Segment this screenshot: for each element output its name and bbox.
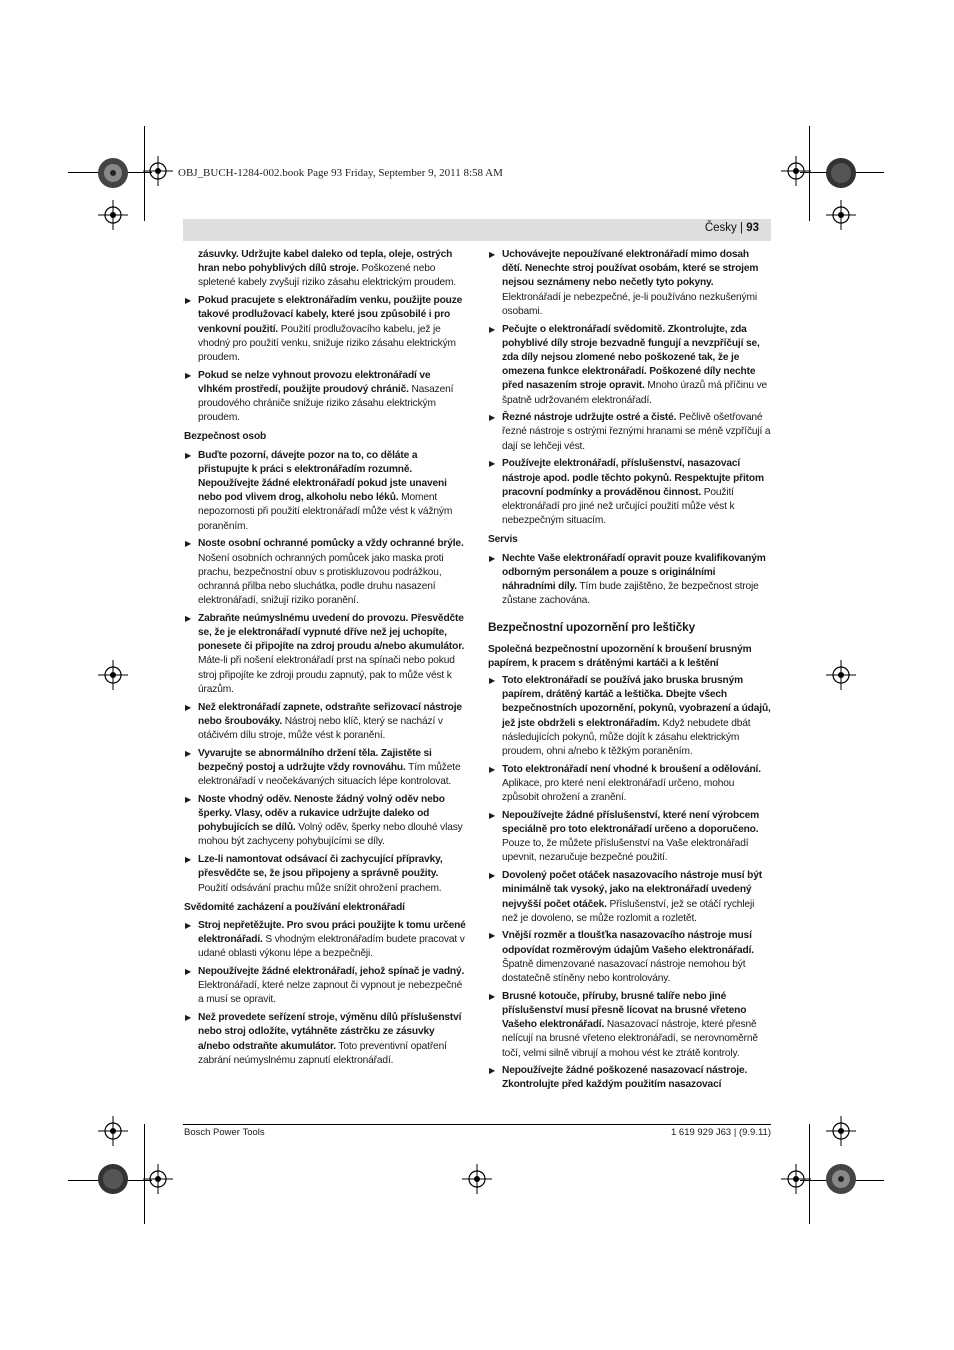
- bullet-arrow-icon: ▶: [185, 539, 192, 549]
- item-bold: Vyvarujte se abnormálního držení těla. Zajistěte si bezpečný postoj a udržujte vždy rovnováhu.: [198, 747, 432, 773]
- list-item: [184, 793, 467, 850]
- bullet-arrow-icon: ▶: [489, 1066, 496, 1076]
- item-bold: Noste vhodný oděv. Nenoste žádný volný oděv nebo šperky. Vlasy, oděv a rukavice udržujte daleko od pohybujících se dílů.: [198, 793, 445, 834]
- bullet-arrow-icon: ▶: [489, 324, 496, 334]
- crosshair-icon: [781, 156, 811, 186]
- item-bold: Buďte pozorní, dávejte pozor na to, co děláte a přistupujte k práci s elektronářadím rozumně. Nepoužívejte žádné elektronářadí pokud jste unaveni nebo pod vlivem drog, alkoholu nebo léků.: [198, 449, 447, 504]
- list-group: [184, 294, 467, 425]
- list-item: [488, 809, 771, 866]
- item-text: Poškozené nebo spletené kabely zvyšují riziko zásahu elektrickým proudem.: [198, 263, 456, 289]
- list-group: [488, 248, 771, 528]
- item-bold: Než elektronářadí zapnete, odstraňte seřizovací nástroje nebo šroubováky.: [198, 701, 462, 727]
- bullet-arrow-icon: ▶: [489, 871, 496, 881]
- item-text: S vhodným elektronářadím budete pracovat v udané oblasti výkonu lépe a bezpečněji.: [198, 934, 465, 960]
- item-text: Mnoho úrazů má příčinu ve špatně udržovaném elektronářadí.: [502, 380, 768, 406]
- header-language: Česky: [704, 222, 737, 234]
- left-column: [184, 248, 467, 1071]
- registration-starburst-icon: [96, 156, 130, 190]
- item-bold: Vnější rozměr a tloušťka nasazovacího nástroje musí odpovídat rozměrovým údajům Vašeho elektronářadí.: [502, 930, 754, 956]
- item-bold: Dovolený počet otáček nasazovacího nástroje musí být minimálně tak vysoký, jako na elektronářadí uvedený nejvyšší počet otáček.: [502, 870, 762, 910]
- item-bold: Nechte Vaše elektronářadí opravit pouze kvalifikovaným odborným personálem a pouze s originálními náhradními díly.: [502, 552, 766, 592]
- item-bold: Nepoužívejte žádné příslušenství, které není výrobcem speciálně pro toto elektronářadí určeno a doporučeno.: [502, 809, 760, 836]
- bullet-arrow-icon: ▶: [185, 967, 192, 977]
- list-item: [184, 449, 467, 534]
- item-text: Špatně dimenzované nasazovací nástroje nemohou být dostatečně stíněny nebo kontrolovány.: [502, 958, 746, 985]
- crosshair-icon: [826, 660, 856, 690]
- list-item: [488, 674, 771, 759]
- section-title: Bezpečnostní upozornění pro leštičky: [488, 620, 695, 635]
- item-text: Pouze to, že můžete příslušenství na Vaše elektronářadí upevnit, nezaručuje bezpečné použití.: [502, 838, 749, 864]
- item-text: Když nebudete dbát následujících pokynů, může dojít k zásahu elektrickým proudem, ohni a/nebo k těžkým poraněním.: [502, 717, 751, 757]
- bullet-arrow-icon: ▶: [185, 450, 192, 460]
- item-bold: Uchovávejte nepoužívané elektronářadí mimo dosah dětí. Nenechte stroj používat osobám, které se strojem nejsou seznámeny nebo nečetly tyto pokyny.: [502, 249, 759, 289]
- footer-brand: Bosch Power Tools: [184, 1127, 265, 1138]
- list-item: [488, 763, 771, 806]
- item-bold: Toto elektronářadí se používá jako bruska brusným papírem, drátěný kartáč a leštička. Dbejte všech bezpečnostních upozornění, pokynů, vyobrazení a údajů, jež jste obdrželi s elektronářadím.: [502, 674, 771, 729]
- list-item: [488, 457, 771, 528]
- crosshair-icon: [98, 200, 128, 230]
- bullet-arrow-icon: ▶: [489, 250, 496, 259]
- crosshair-icon: [98, 1116, 128, 1146]
- item-bold: Pokud pracujete s elektronářadím venku, použijte pouze takové prodlužovací kabely, které jsou způsobilé i pro venkovní použití.: [198, 295, 463, 335]
- header-separator: |: [740, 222, 743, 234]
- bullet-arrow-icon: ▶: [185, 296, 192, 306]
- registration-disc-icon: [96, 1162, 130, 1196]
- bullet-arrow-icon: ▶: [489, 764, 496, 774]
- item-text: Elektronářadí je nebezpečné, je-li používáno nezkušenými osobami.: [502, 291, 757, 317]
- item-bold: Než provedete seřízení stroje, výměnu dílů příslušenství nebo stroj odložíte, vytáhněte zástrčku ze zásuvky a/nebo odstraňte akumulátor.: [198, 1012, 462, 1052]
- right-column: [488, 248, 771, 1096]
- item-text: Použití odsávání prachu může snížit ohrožení prachem.: [198, 882, 442, 894]
- list-item: [488, 990, 771, 1061]
- crosshair-icon: [143, 156, 173, 186]
- list-item: [184, 919, 467, 962]
- list-group: [488, 674, 771, 1093]
- item-text: Aplikace, pro které není elektronářadí určeno, mohou způsobit ohrožení a zranění.: [502, 777, 735, 804]
- list-item: [184, 965, 467, 1008]
- list-group: [184, 449, 467, 896]
- list-item: [184, 612, 467, 697]
- crosshair-icon: [826, 200, 856, 230]
- crosshair-icon: [462, 1164, 492, 1194]
- item-text: Použití prodlužovacího kabelu, jež je vhodný pro použití venku, snižuje riziko zásahu elektrickým proudem.: [198, 323, 456, 363]
- item-text: Pečlivě ošetřované řezné nástroje s ostrými řeznými hranami se méně vzpříčují a dají se lehčeji vést.: [502, 412, 771, 452]
- item-text: Volný oděv, šperky nebo dlouhé vlasy mohou být zachyceny pohybujícími se díly.: [198, 822, 463, 848]
- bullet-arrow-icon: ▶: [185, 613, 192, 623]
- list-item: [184, 294, 467, 365]
- bullet-arrow-icon: ▶: [489, 991, 496, 1001]
- item-bold: Lze-li namontovat odsávací či zachycující přípravky, přesvědčte se, že jsou připojeny a správně použity.: [198, 854, 443, 880]
- list-item: [488, 248, 771, 319]
- list-item-continued: [184, 248, 467, 291]
- bullet-arrow-icon: ▶: [185, 702, 192, 712]
- bullet-arrow-icon: ▶: [185, 794, 192, 804]
- registration-disc-icon: [824, 156, 858, 190]
- item-text: Moment nepozornosti při použití elektronářadí může vést k vážným poraněním.: [198, 492, 453, 532]
- item-text: Nasazení proudového chrániče snižuje riziko zásahu elektrickým proudem.: [198, 383, 454, 424]
- bullet-arrow-icon: ▶: [489, 459, 496, 469]
- list-item: [184, 369, 467, 426]
- footer-doc-number: 1 619 929 J63 | (9.9.11): [670, 1127, 771, 1138]
- item-bold: Toto elektronářadí není vhodné k broušení a odělování.: [502, 763, 761, 775]
- bullet-arrow-icon: ▶: [185, 370, 192, 380]
- bullet-arrow-icon: ▶: [185, 748, 192, 758]
- subheading: Svědomité zacházení a používání elektronářadí: [184, 901, 405, 913]
- list-item: [184, 747, 467, 790]
- bullet-arrow-icon: ▶: [185, 1013, 192, 1023]
- crosshair-icon: [826, 1116, 856, 1146]
- list-item: [184, 853, 467, 896]
- item-bold: Stroj nepřetěžujte. Pro svou práci použijte k tomu určené elektronářadí.: [198, 919, 466, 946]
- subheading: Bezpečnost osob: [184, 431, 267, 443]
- file-info-bar: OBJ_BUCH-1284-002.book Page 93 Friday, September 9, 2011 8:58 AM: [178, 167, 503, 179]
- list-item: [184, 537, 467, 608]
- item-text: Nošení osobních ochranných pomůcek jako maska proti prachu, bezpečnostní obuv s protiskluzovou podrážkou, ochranná přilba nebo sluchátka, podle druhu nasazení elektronářadí, snižují riziko poranění.: [198, 552, 444, 607]
- list-item: [488, 323, 771, 408]
- item-text: Použití elektronářadí pro jiné než určující použití může vést k nebezpečným situacím.: [502, 486, 735, 527]
- bullet-arrow-icon: ▶: [489, 553, 496, 563]
- header-text: [705, 222, 759, 234]
- item-text: Máte-li při nošení elektronářadí prst na spínači nebo pokud stroj připojíte ke zdroji proudu zapnutý, pak to může vést k úrazům.: [198, 655, 455, 695]
- footer-rule: [183, 1124, 771, 1125]
- list-group: [184, 919, 467, 1068]
- list-item: [488, 929, 771, 986]
- bullet-arrow-icon: ▶: [489, 931, 496, 941]
- crosshair-icon: [781, 1164, 811, 1194]
- bullet-arrow-icon: ▶: [489, 810, 496, 820]
- bullet-arrow-icon: ▶: [489, 675, 496, 685]
- crosshair-icon: [98, 660, 128, 690]
- item-text: Tím můžete elektronářadí v neočekávaných situacích lépe kontrolovat.: [198, 761, 461, 788]
- subheading: Servis: [488, 534, 518, 546]
- page-header: [183, 219, 771, 241]
- list-item: [488, 411, 771, 454]
- item-bold: Nepoužívejte žádné elektronářadí, jehož spínač je vadný.: [198, 966, 465, 978]
- section-intro: Společná bezpečnostní upozornění k broušení brusným papírem, k pracem s drátěnými kartáči a k leštění: [488, 643, 752, 669]
- item-text: Elektronářadí, které nelze zapnout či vypnout je nebezpečné a musí se opravit.: [198, 980, 463, 1006]
- item-text: Nástroj nebo klíč, který se nachází v otáčivém dílu stroje, může vést k poranění.: [198, 715, 443, 741]
- item-bold: Pečujte o elektronářadí svědomitě. Zkontrolujte, zda pohyblivé díly stroje bezvadně fungují a nevzpříčují se, zda díly nejsou zlomené nebo poškozené tak, že je omezena funkce elektronářadí. Poškozené díly nechte před nasazením stroje opravit.: [502, 323, 760, 392]
- list-item: [184, 701, 467, 744]
- page-number: 93: [746, 222, 759, 234]
- registration-starburst-icon: [824, 1162, 858, 1196]
- item-bold: Používejte elektronářadí, příslušenství, nasazovací nástroje apod. podle těchto pokynů. Respektujte přitom pracovní podmínky a prováděnou činnost.: [502, 458, 764, 498]
- list-group: [488, 552, 771, 609]
- item-text: Nasazovací nástroje, které přesně nelícují na brusné vřeteno elektronářadí, se nerovnoměrně točí, velmi silně vibrují a mohou vést ke ztrátě kontroly.: [502, 1019, 758, 1059]
- item-text: Tím bude zajištěno, že bezpečnost stroje zůstane zachována.: [502, 580, 759, 607]
- item-text: Příslušenství, jež se otáčí rychleji než je dovoleno, se může rozlomit a rozletět.: [502, 898, 755, 924]
- item-bold: Zabraňte neúmyslnému uvedení do provozu. Přesvědčte se, že je elektronářadí vypnuté dříve než jej uchopíte, ponesete či připojíte na zdroj proudu a/nebo akumulátor.: [198, 612, 465, 653]
- item-bold: Noste osobní ochranné pomůcky a vždy ochranné brýle.: [198, 538, 464, 550]
- item-bold: Pokud se nelze vyhnout provozu elektronářadí ve vlhkém prostředí, použijte proudový chránič.: [198, 369, 431, 395]
- list-item: [488, 869, 771, 926]
- list-item: [488, 1064, 771, 1092]
- item-text: Toto preventivní opatření zabrání neúmyslnému zapnutí elektronářadí.: [198, 1040, 447, 1066]
- bullet-arrow-icon: ▶: [489, 413, 496, 423]
- item-bold: Brusné kotouče, příruby, brusné talíře nebo jiné příslušenství musí přesně lícovat na brusné vřeteno Vašeho elektronářadí.: [502, 990, 747, 1031]
- crosshair-icon: [143, 1164, 173, 1194]
- item-bold: zásuvky. Udržujte kabel daleko od tepla, oleje, ostrých hran nebo pohyblivých dílů stroje.: [198, 249, 453, 275]
- item-bold: Řezné nástroje udržujte ostré a čisté.: [502, 412, 677, 424]
- list-item: [488, 552, 771, 609]
- bullet-arrow-icon: ▶: [185, 855, 192, 865]
- list-item: [184, 1011, 467, 1068]
- item-bold: Nepoužívejte žádné poškozené nasazovací nástroje. Zkontrolujte před každým použitím nasazovací: [502, 1065, 748, 1091]
- bullet-arrow-icon: ▶: [185, 920, 192, 930]
